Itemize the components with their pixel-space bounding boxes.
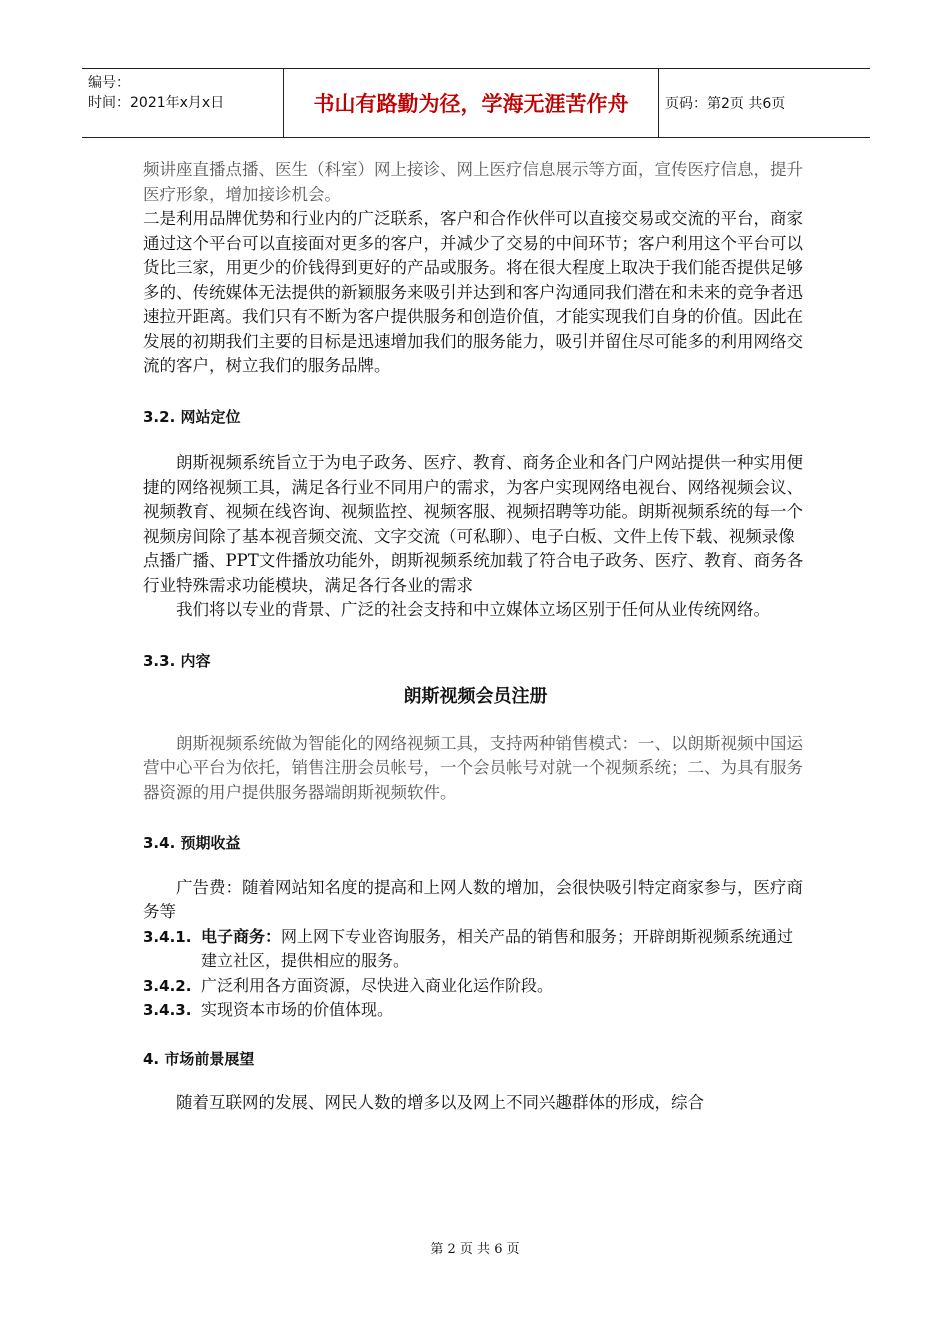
paragraph-6: 广告费：随着网站知名度的提高和上网人数的增加，会很快吸引特定商家参与，医疗商务等 xyxy=(143,877,803,921)
list-text: 实现资本市场的价值体现。 xyxy=(201,1000,394,1019)
list-number: 3.4.3. xyxy=(143,1001,192,1019)
paragraph-2: 二是利用品牌优势和行业内的广泛联系，客户和合作伙伴可以直接交易或交流的平台，商家通过这个平台可以直接面对更多的客户，并减少了交易的中间环节；客户利用这个平台可以货比三家，用更少的价钱得到更好的产品或服务。将在很大程度上取决于我们能否提供足够多的、传统媒体无法提供的新颖服务来吸引并达到和客户沟通同我们潜在和未来的竞争者迅速拉开距离。我们只有不断为客户提供服务和创造价值，才能实现我们自身的价值。因此在发展的初期我们主要的目标是迅速增加我们的服务能力，吸引并留住尽可能多的利用网络交流的客户，树立我们的服务品牌。 xyxy=(143,209,803,375)
list-item-3-4-2 xyxy=(143,974,808,999)
paragraph-4: 我们将以专业的背景、广泛的社会支持和中立媒体立场区别于任何从业传统网络。 xyxy=(176,600,770,619)
list-item-3-4-3 xyxy=(143,998,808,1023)
paragraph-5: 朗斯视频系统做为智能化的网络视频工具，支持两种销售模式：一、以朗斯视频中国运营中心平台为依托，销售注册会员帐号，一个会员帐号对就一个视频系统；二、为具有服务器资源的用户提供服务器端朗斯视频软件。 xyxy=(143,733,803,802)
paragraph-3: 朗斯视频系统旨立于为电子政务、医疗、教育、商务企业和各门户网站提供一种实用便捷的网络视频工具，满足各行业不同用户的需求，为客户实现网络电视台、网络视频会议、视频教育、视频在线咨询、视频监控、视频客服、视频招聘等功能。朗斯视频系统的每一个视频房间除了基本视音频交流、文字交流（可私聊）、电子白板、文件上传下载、视频录像点播广播、PPT文件播放功能外，朗斯视频系统加载了符合电子政务、医疗、教育、商务各行业特殊需求功能模块，满足各行各业的需求 xyxy=(143,453,804,595)
page-footer: 第 2 页 共 6 页 xyxy=(430,1242,520,1257)
list-bold-label: 电子商务： xyxy=(201,926,282,946)
section-title: 朗斯视频会员注册 xyxy=(403,686,548,707)
code-label: 编号： xyxy=(88,75,130,91)
list-number: 3.4.1. xyxy=(143,927,192,946)
document-body xyxy=(143,158,808,1116)
list-item-3-4-1 xyxy=(143,925,808,974)
list-number: 3.4.2. xyxy=(143,976,192,995)
header-motto: 书山有路勤为径，学海无涯苦作舟 xyxy=(284,69,659,137)
header-page-label: 页码：第2页 共6页 xyxy=(665,96,786,112)
time-label: 时间：2021年x月x日 xyxy=(88,95,225,111)
page-header xyxy=(82,68,870,138)
paragraph-1: 频讲座直播点播、医生（科室）网上接诊、网上医疗信息展示等方面，宣传医疗信息，提升医疗形象，增加接诊机会。 xyxy=(143,160,803,204)
heading-3-2: 3.2. 网站定位 xyxy=(143,407,241,426)
paragraph-7: 随着互联网的发展、网民人数的增多以及网上不同兴趣群体的形成，综合 xyxy=(176,1093,704,1112)
heading-3-3: 3.3. 内容 xyxy=(143,651,211,670)
heading-3-4: 3.4. 预期收益 xyxy=(143,834,241,852)
list-text xyxy=(201,925,808,974)
header-meta xyxy=(82,69,284,137)
list-text: 广泛利用各方面资源，尽快进入商业化运作阶段。 xyxy=(201,975,554,995)
heading-4: 4. 市场前景展望 xyxy=(143,1049,255,1068)
list-body: 网上网下专业咨询服务，相关产品的销售和服务；开辟朗斯视频系统通过建立社区，提供相应的服务。 xyxy=(201,926,794,970)
